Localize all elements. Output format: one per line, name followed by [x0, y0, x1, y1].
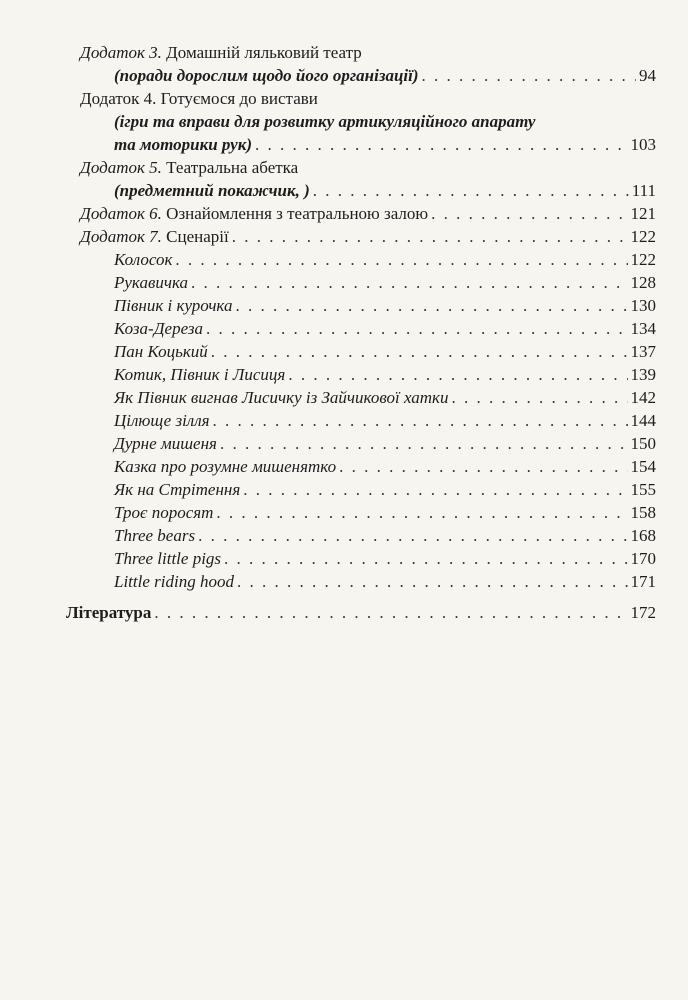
- script-entry: [80, 409, 656, 432]
- script-entry: [80, 432, 656, 455]
- toc-entry-appendix-5: [80, 156, 656, 179]
- script-title: Колосок: [114, 250, 173, 269]
- appendix-prefix: Додаток 7.: [80, 227, 162, 246]
- leader-dots: [175, 248, 627, 271]
- script-entry: [80, 524, 656, 547]
- script-title: Цілюще зілля: [114, 411, 210, 430]
- page-number: 122: [630, 250, 656, 269]
- script-title: Як на Стрітення: [114, 480, 241, 499]
- toc-entry-appendix-3: [80, 41, 656, 64]
- literature-title: Література: [66, 603, 152, 622]
- toc-entry-appendix-4: [80, 87, 656, 110]
- script-entry: [80, 547, 656, 570]
- script-entry: [80, 248, 656, 271]
- leader-dots: [243, 478, 627, 501]
- leader-dots: [431, 202, 627, 225]
- page-number: 158: [630, 503, 656, 522]
- appendix-title: Ознайомлення з театральною залою: [166, 204, 429, 223]
- leader-dots: [232, 225, 628, 248]
- appendix-prefix: Додаток 4.: [80, 89, 157, 108]
- appendix-prefix: Додаток 6.: [80, 204, 162, 223]
- page-number: 121: [630, 204, 656, 223]
- leader-dots: [452, 386, 628, 409]
- script-title: Півник і курочка: [114, 296, 233, 315]
- appendix-prefix: Додаток 3.: [80, 43, 162, 62]
- page-number: 94: [639, 66, 656, 85]
- page-number: 137: [630, 342, 656, 361]
- script-entry: [80, 501, 656, 524]
- page-number: 130: [630, 296, 656, 315]
- script-title: Коза-Дереза: [114, 319, 204, 338]
- script-entry: [80, 317, 656, 340]
- page-number: 171: [630, 572, 656, 591]
- appendix-subtitle: (поради дорослим щодо його організації): [114, 66, 419, 85]
- leader-dots: [154, 601, 627, 624]
- page-number: 139: [630, 365, 656, 384]
- page-number: 154: [630, 457, 656, 476]
- toc-entry-appendix-4-sub2: [80, 133, 656, 156]
- leader-dots: [235, 294, 627, 317]
- page-number: 142: [630, 388, 656, 407]
- script-entry: [80, 340, 656, 363]
- appendix-title: Домашній ляльковий театр: [166, 43, 362, 62]
- leader-dots: [198, 524, 627, 547]
- script-title: Three bears: [114, 526, 196, 545]
- script-title: Котик, Півник і Лисиця: [114, 365, 286, 384]
- script-title: Казка про розумне мишенятко: [114, 457, 337, 476]
- appendix-prefix: Додаток 5.: [80, 158, 162, 177]
- script-entry: [80, 455, 656, 478]
- script-entry: [80, 363, 656, 386]
- toc-entry-appendix-5-sub: [80, 179, 656, 202]
- page-number: 155: [630, 480, 656, 499]
- appendix-subtitle: (ігри та вправи для розвитку артикуляційного апарату: [114, 112, 536, 131]
- toc-entry-appendix-4-sub1: [80, 110, 656, 133]
- page-number: 122: [630, 227, 656, 246]
- leader-dots: [339, 455, 627, 478]
- appendix-title: Сценарії: [166, 227, 229, 246]
- leader-dots: [288, 363, 627, 386]
- script-title: Троє поросят: [114, 503, 214, 522]
- appendix-subtitle: (предметний покажчик, ): [114, 181, 310, 200]
- leader-dots: [237, 570, 628, 593]
- page-number: 134: [630, 319, 656, 338]
- leader-dots: [422, 64, 636, 87]
- page-number: 111: [631, 181, 656, 200]
- leader-dots: [255, 133, 628, 156]
- leader-dots: [211, 340, 628, 363]
- page-number: 168: [630, 526, 656, 545]
- script-title: Дурне мишеня: [114, 434, 217, 453]
- page-number: 170: [630, 549, 656, 568]
- script-title: Як Півник вигнав Лисичку із Зайчикової хатки: [114, 388, 449, 407]
- toc-entry-appendix-6: [80, 202, 656, 225]
- toc-entry-appendix-3-sub: [80, 64, 656, 87]
- leader-dots: [216, 501, 627, 524]
- script-title: Пан Коцький: [114, 342, 208, 361]
- leader-dots: [313, 179, 629, 202]
- appendix-subtitle: та моторики рук): [114, 135, 252, 154]
- leader-dots: [206, 317, 627, 340]
- script-entry: [80, 478, 656, 501]
- script-entry: [80, 386, 656, 409]
- page-number: 150: [630, 434, 656, 453]
- toc-entry-appendix-7: [80, 225, 656, 248]
- script-entry: [80, 294, 656, 317]
- page-number: 172: [630, 603, 656, 622]
- appendix-title: Театральна абетка: [166, 158, 299, 177]
- page-number: 103: [630, 135, 656, 154]
- appendix-title: Готуємося до вистави: [160, 89, 318, 108]
- page-number: 128: [630, 273, 656, 292]
- leader-dots: [220, 432, 628, 455]
- leader-dots: [213, 409, 628, 432]
- leader-dots: [191, 271, 628, 294]
- section-gap: [80, 593, 656, 601]
- script-title: Рукавичка: [114, 273, 188, 292]
- page-number: 144: [630, 411, 656, 430]
- script-title: Three little pigs: [114, 549, 222, 568]
- leader-dots: [224, 547, 627, 570]
- script-entry: [80, 570, 656, 593]
- script-title: Little riding hood: [114, 572, 234, 591]
- table-of-contents: [66, 41, 656, 624]
- toc-entry-literature: [66, 601, 656, 624]
- script-entry: [80, 271, 656, 294]
